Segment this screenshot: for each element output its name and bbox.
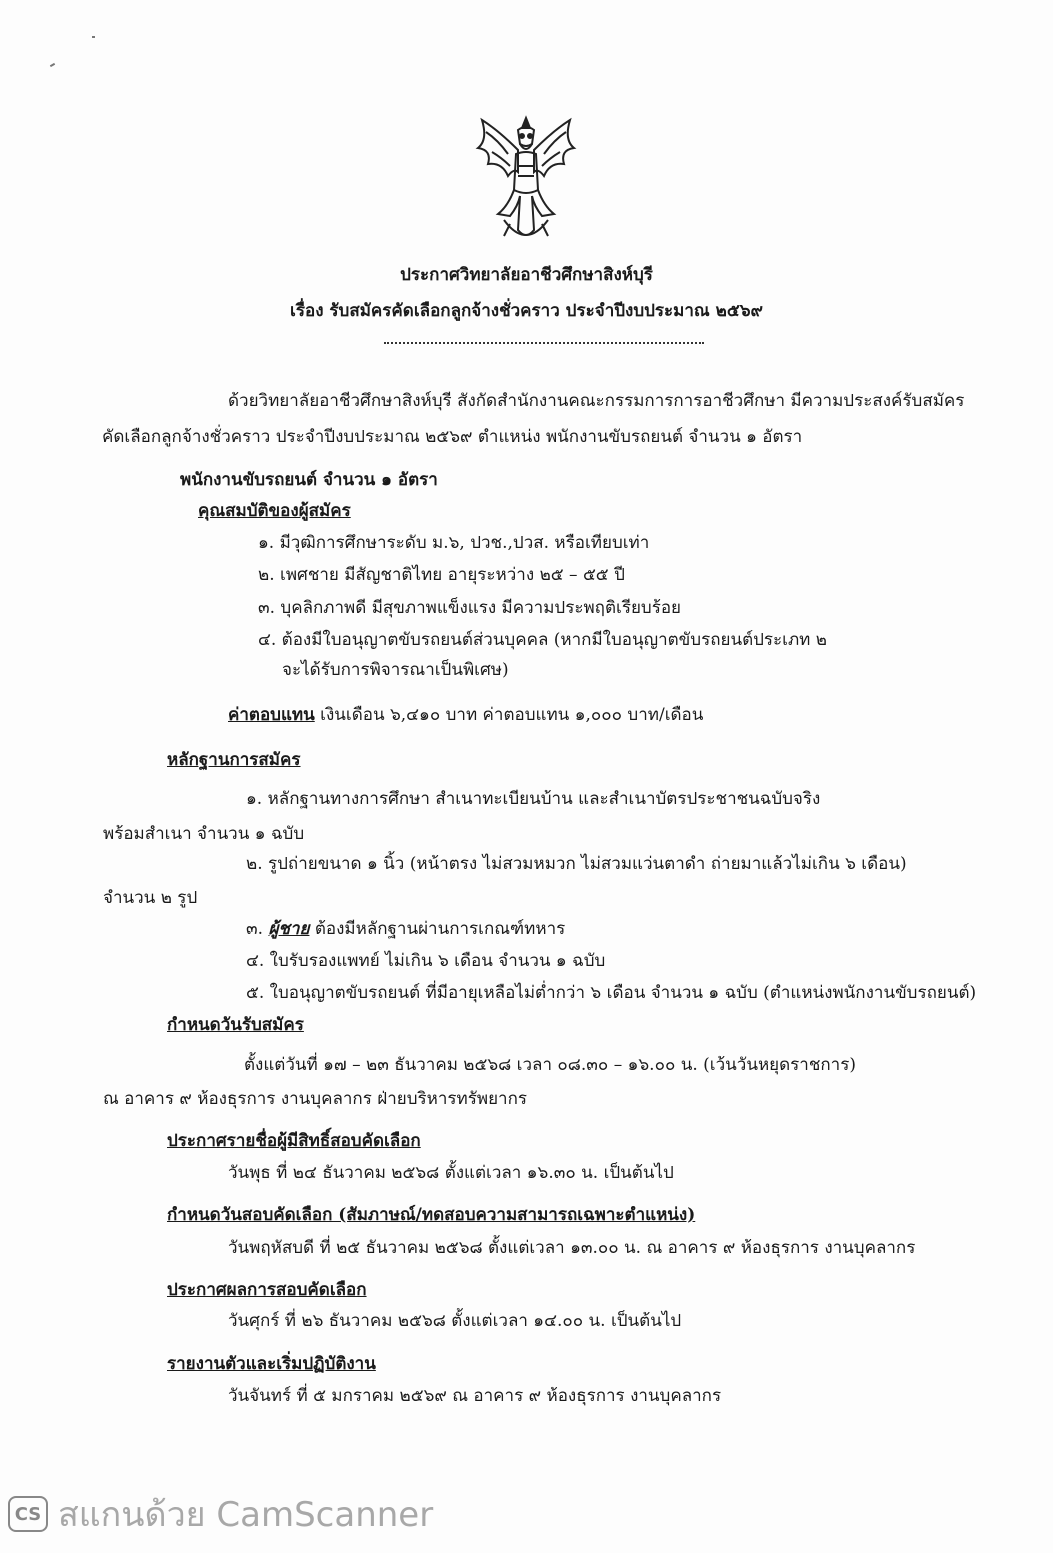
candidate-list-line: วันพุธ ที่ ๒๔ ธันวาคม ๒๕๖๘ ตั้งแต่เวลา ๑๖.๓๐ น. เป็นต้นไป (228, 1163, 674, 1183)
exam-date-line: วันพฤหัสบดี ที่ ๒๕ ธันวาคม ๒๕๖๘ ตั้งแต่เวลา ๑๓.๐๐ น. ณ อาคาร ๙ ห้องธุรการ งานบุคลากร (228, 1238, 916, 1258)
intro-line: ด้วยวิทยาลัยอาชีวศึกษาสิงห์บุรี สังกัดสำนักงานคณะกรรมการการอาชีวศึกษา มีความประสงค์รับสมัคร (228, 391, 965, 411)
result-heading: ประกาศผลการสอบคัดเลือก (167, 1280, 367, 1300)
dotted-divider (384, 342, 704, 344)
qualification-item: ๔. ต้องมีใบอนุญาตขับรถยนต์ส่วนบุคคล (หากมีใบอนุญาตขับรถยนต์ประเภท ๒ (258, 630, 828, 650)
camscanner-watermark (8, 1492, 433, 1536)
qualifications-heading: คุณสมบัติของผู้สมัคร (198, 501, 351, 521)
camscanner-text: สแกนด้วย CamScanner (58, 1495, 434, 1535)
qualification-item: ๑. มีวุฒิการศึกษาระดับ ม.๖, ปวช.,ปวส. หรือเทียบเท่า (258, 533, 650, 553)
position-title: พนักงานขับรถยนต์ จำนวน ๑ อัตรา (180, 470, 438, 490)
emphasis-male: ผู้ชาย (268, 919, 310, 939)
document-item: ๔. ใบรับรองแพทย์ ไม่เกิน ๖ เดือน จำนวน ๑ ฉบับ (246, 951, 606, 971)
scan-speck (50, 63, 55, 67)
document-item-cont: พร้อมสำเนา จำนวน ๑ ฉบับ (103, 824, 305, 844)
result-line: วันศุกร์ ที่ ๒๖ ธันวาคม ๒๕๖๘ ตั้งแต่เวลา ๑๔.๐๐ น. เป็นต้นไป (228, 1311, 682, 1331)
announcement-title: ประกาศวิทยาลัยอาชีวศึกษาสิงห์บุรี (400, 265, 653, 285)
apply-date-heading: กำหนดวันรับสมัคร (167, 1015, 304, 1035)
compensation-value: เงินเดือน ๖,๔๑๐ บาท ค่าตอบแทน ๑,๐๐๐ บาท/เดือน (314, 705, 704, 725)
document-item: ๑. หลักฐานทางการศึกษา สำเนาทะเบียนบ้าน และสำเนาบัตรประชาชนฉบับจริง (246, 789, 821, 809)
compensation-line (228, 704, 703, 726)
candidate-list-heading: ประกาศรายชื่อผู้มีสิทธิ์สอบคัดเลือก (167, 1131, 421, 1151)
intro-line: คัดเลือกลูกจ้างชั่วคราว ประจำปีงบประมาณ ๒๕๖๙ ตำแหน่ง พนักงานขับรถยนต์ จำนวน ๑ อัตรา (102, 427, 803, 447)
scan-speck (92, 36, 95, 38)
announcement-subject: เรื่อง รับสมัครคัดเลือกลูกจ้างชั่วคราว ประจำปีงบประมาณ ๒๕๖๙ (290, 301, 763, 321)
garuda-emblem-icon (468, 110, 584, 250)
qualification-item: ๒. เพศชาย มีสัญชาติไทย อายุระหว่าง ๒๕ – ๕๕ ปี (258, 565, 625, 585)
qualification-item: ๓. บุคลิกภาพดี มีสุขภาพแข็งแรง มีความประพฤติเรียบร้อย (258, 598, 681, 618)
compensation-label: ค่าตอบแทน (228, 705, 315, 725)
apply-date-line: ตั้งแต่วันที่ ๑๗ – ๒๓ ธันวาคม ๒๕๖๘ เวลา ๐๘.๓๐ – ๑๖.๐๐ น. (เว้นวันหยุดราชการ) (244, 1055, 856, 1075)
apply-location-line: ณ อาคาร ๙ ห้องธุรการ งานบุคลากร ฝ่ายบริหารทรัพยากร (103, 1089, 528, 1109)
exam-date-heading: กำหนดวันสอบคัดเลือก (สัมภาษณ์/ทดสอบความสามารถเฉพาะตำแหน่ง) (167, 1205, 696, 1225)
report-line: วันจันทร์ ที่ ๕ มกราคม ๒๕๖๙ ณ อาคาร ๙ ห้องธุรการ งานบุคลากร (228, 1386, 722, 1406)
qualification-item-cont: จะได้รับการพิจารณาเป็นพิเศษ) (282, 660, 509, 680)
document-item: ๓. ผู้ชาย ต้องมีหลักฐานผ่านการเกณฑ์ทหาร (246, 919, 566, 939)
report-heading: รายงานตัวและเริ่มปฏิบัติงาน (167, 1354, 376, 1374)
document-item: ๕. ใบอนุญาตขับรถยนต์ ที่มีอายุเหลือไม่ต่ำกว่า ๖ เดือน จำนวน ๑ ฉบับ (ตำแหน่งพนักงานขับรถยนต์) (246, 983, 977, 1003)
camscanner-logo-icon: CS (8, 1496, 48, 1532)
documents-heading: หลักฐานการสมัคร (167, 750, 301, 770)
document-item-cont: จำนวน ๒ รูป (103, 888, 198, 908)
document-item: ๒. รูปถ่ายขนาด ๑ นิ้ว (หน้าตรง ไม่สวมหมวก ไม่สวมแว่นตาดำ ถ่ายมาแล้วไม่เกิน ๖ เดือน) (246, 854, 907, 874)
